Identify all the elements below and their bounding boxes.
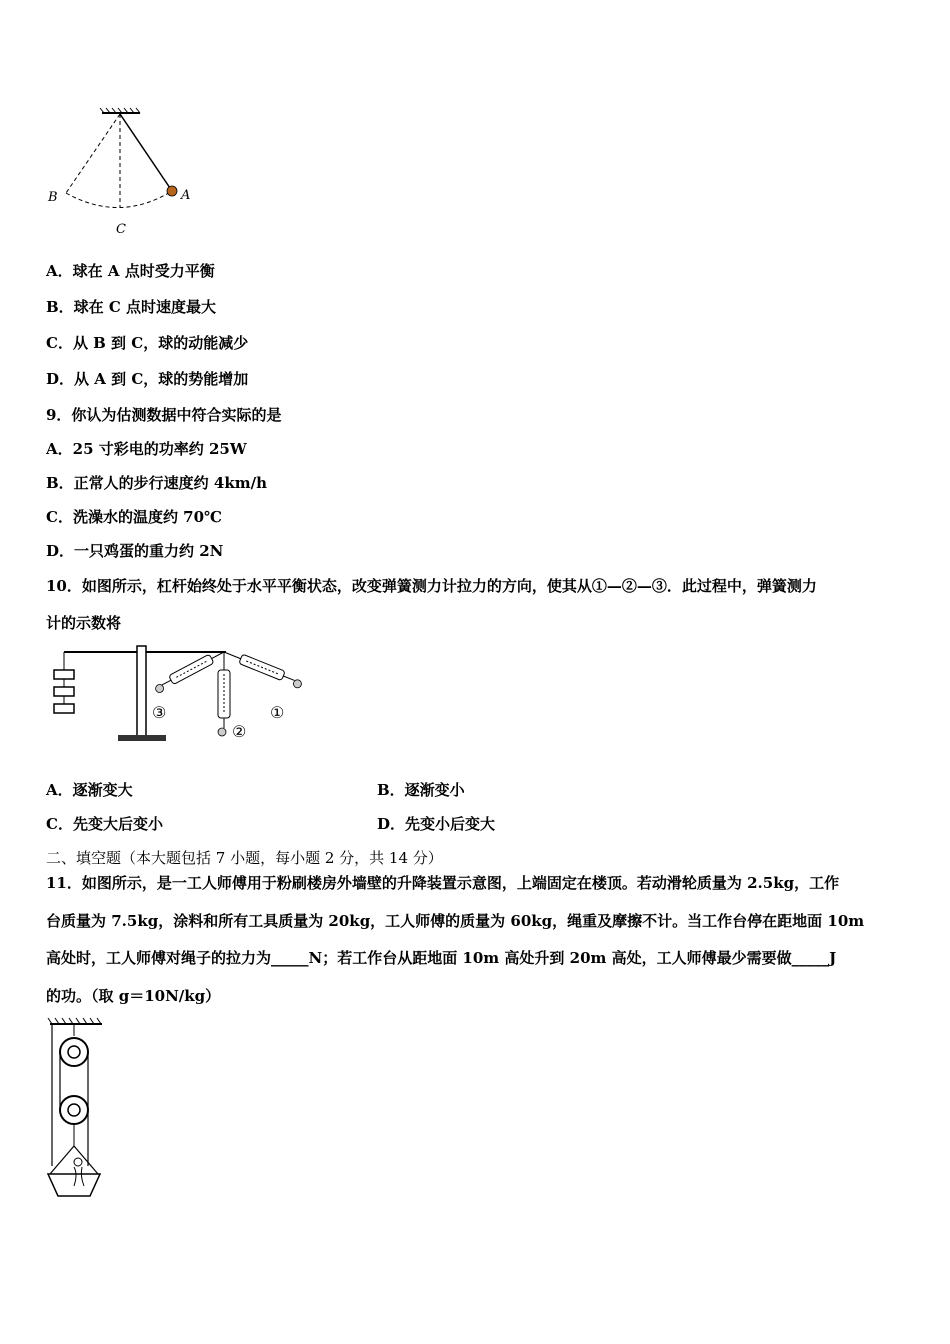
lever-base [118,735,166,741]
q9-option-d: D．一只鸡蛋的重力约 2N [46,542,224,560]
spring-scale-3 [153,648,227,694]
q9-stem: 9．你认为估测数据中符合实际的是 [46,406,282,424]
q10-option-b: B．逐渐变小 [377,781,465,799]
q8-option-d: D．从 A 到 C，球的势能增加 [46,370,249,388]
label-circle-2: ② [232,722,247,741]
left-dashed-line [66,114,120,193]
q9-option-a: A．25 寸彩电的功率约 25W [46,440,247,458]
q8-option-a: A．球在 A 点时受力平衡 [46,262,215,280]
q10-option-c: C．先变大后变小 [46,815,163,833]
weight-3 [54,704,74,713]
worker-head [74,1158,82,1166]
q10-option-a: A．逐渐变大 [46,781,133,799]
spring-scale-2 [218,652,230,736]
pulley-figure [44,1016,106,1200]
weight-2 [54,687,74,696]
label-circle-1: ① [270,703,285,722]
q10-stem-line1: 10．如图所示，杠杆始终处于水平平衡状态，改变弹簧测力计拉力的方向，使其从①—②—③．此过程中，弹簧测力 [46,577,817,595]
lever-figure [46,640,306,750]
lever-post [137,646,146,738]
section2-title: 二、填空题（本大题包括 7 小题，每小题 2 分，共 14 分） [46,849,443,867]
pendulum-string [120,114,172,191]
q10-stem-line2: 计的示数将 [46,614,122,632]
arc-path [66,191,172,208]
q10-option-d: D．先变小后变大 [377,815,496,833]
q11-line2: 台质量为 7.5kg，涂料和所有工具质量为 20kg，工人师傅的质量为 60kg，绳重及摩擦不计。当工作台停在距地面 10m [46,912,865,930]
label-b: B [48,190,58,205]
label-a: A [181,188,191,203]
spring-scale-1 [222,647,304,689]
weight-1 [54,670,74,679]
ball-a [167,186,177,196]
pendulum-figure [40,105,210,245]
q8-option-b: B．球在 C 点时速度最大 [46,298,217,316]
q9-option-b: B．正常人的步行速度约 4km/h [46,474,267,492]
label-circle-3: ③ [152,703,167,722]
q8-option-c: C．从 B 到 C，球的动能减少 [46,334,249,352]
q11-line4: 的功。（取 g＝10N/kg） [46,987,221,1005]
q11-line3: 高处时，工人师傅对绳子的拉力为_____N；若工作台从距地面 10m 高处升到 20m 高处，工人师傅最少需要做_____J [46,949,837,967]
q11-line1: 11．如图所示，是一工人师傅用于粉刷楼房外墙壁的升降装置示意图，上端固定在楼顶。若动滑轮质量为 2.5kg，工作 [46,874,840,892]
label-c: C [116,222,126,237]
q9-option-c: C．洗澡水的温度约 70℃ [46,508,223,526]
